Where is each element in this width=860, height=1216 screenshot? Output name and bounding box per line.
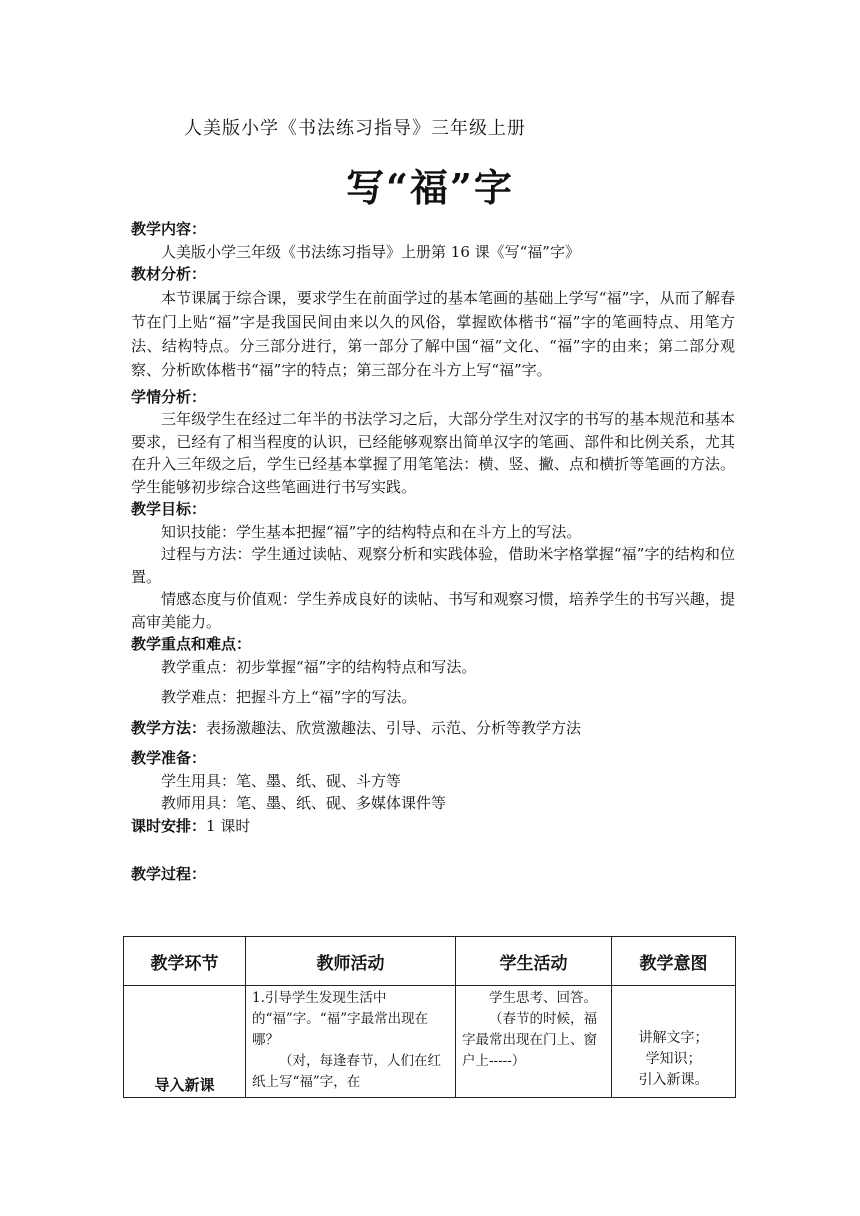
teacher-activity-main: 1.引导学生发现生活中的“福”字。“福”字最常出现在哪？ bbox=[252, 990, 429, 1048]
teaching-process-table bbox=[123, 936, 736, 1098]
stage-cell: 导入新课 bbox=[124, 986, 246, 1098]
table-header-row bbox=[124, 937, 736, 986]
student-activity-main: 学生思考、回答。 bbox=[489, 990, 597, 1006]
goal-process: 过程与方法：学生通过读帖、观察分析和实践体验，借助米字格掌握“福”字的结构和位置。 bbox=[131, 545, 735, 586]
student-activity-cell bbox=[456, 986, 612, 1098]
section-heading-content: 教学内容： bbox=[131, 220, 207, 238]
section-heading-schedule: 课时安排： bbox=[131, 816, 207, 835]
section-heading-key-points: 教学重点和难点： bbox=[131, 635, 252, 653]
document-subtitle: 人美版小学《书法练习指导》三年级上册 bbox=[184, 118, 526, 139]
schedule-text: 1 课时 bbox=[206, 816, 251, 835]
methods-text: 表扬激趣法、欣赏激趣法、引导、示范、分析等教学方法 bbox=[206, 718, 582, 737]
key-point-text: 教学重点：初步掌握“福”字的结构特点和写法。 bbox=[161, 657, 477, 676]
teacher-activity-cell bbox=[246, 986, 456, 1098]
goal-knowledge: 知识技能：学生基本把握“福”字的结构特点和在斗方上的写法。 bbox=[161, 522, 582, 541]
document-body bbox=[131, 218, 735, 886]
header-teacher-activity: 教师活动 bbox=[246, 937, 456, 986]
student-activity-sub: （春节的时候，福字最常出现在门上、窗户上-----） bbox=[462, 1011, 597, 1069]
students-text: 三年级学生在经过二年半的书法学习之后，大部分学生对汉字的书写的基本规范和基本要求，已经有了相当程度的认识，已经能够观察出简单汉字的笔画、部件和比例关系，尤其在升入三年级之后，学生已经基本掌握了用笔笔法：横、竖、撇、点和横折等笔画的方法。学生能够初步综合这些笔画进行书写实践。 bbox=[131, 410, 735, 496]
difficulty-text: 教学难点：把握斗方上“福”字的写法。 bbox=[161, 688, 417, 706]
section-heading-goals: 教学目标： bbox=[131, 500, 207, 518]
preparation-teacher: 教师用具：笔、墨、纸、砚、多媒体课件等 bbox=[161, 794, 447, 812]
preparation-student: 学生用具：笔、墨、纸、砚、斗方等 bbox=[161, 771, 402, 790]
header-intent: 教学意图 bbox=[612, 937, 736, 986]
header-student-activity: 学生活动 bbox=[456, 937, 612, 986]
content-text: 人美版小学三年级《书法练习指导》上册第 16 课《写“福”字》 bbox=[161, 242, 580, 261]
teacher-activity-sub: （对，每逢春节，人们在红纸上写“福”字，在 bbox=[252, 1053, 441, 1090]
section-heading-students: 学情分析： bbox=[131, 387, 207, 406]
intent-cell bbox=[612, 986, 736, 1098]
table-row bbox=[124, 986, 736, 1098]
material-text: 本节课属于综合课，要求学生在前面学过的基本笔画的基础上学写“福”字，从而了解春节在门上贴“福”字是我国民间由来以久的风俗，掌握欧体楷书“福”字的笔画特点、用笔方法、结构特点。分三部分进行，第一部分了解中国“福”文化、“福”字的由来；第二部分观察、分析欧体楷书“福”字的特点；第三部分在斗方上写“福”字。 bbox=[131, 288, 735, 379]
intent-line: 学知识； bbox=[645, 1051, 702, 1067]
section-heading-methods: 教学方法： bbox=[131, 718, 207, 737]
document-title: 写“福”字 bbox=[346, 165, 514, 210]
intent-line: 引入新课。 bbox=[638, 1072, 709, 1088]
schedule-line bbox=[131, 815, 735, 838]
section-heading-process: 教学过程： bbox=[131, 865, 207, 883]
goal-attitude: 情感态度与价值观：学生养成良好的读帖、书写和观察习惯，培养学生的书写兴趣，提高审美能力。 bbox=[131, 590, 735, 631]
section-heading-material: 教材分析： bbox=[131, 265, 207, 283]
section-heading-preparation: 教学准备： bbox=[131, 749, 207, 767]
header-stage: 教学环节 bbox=[124, 937, 246, 986]
intent-line: 讲解文字； bbox=[638, 1030, 709, 1046]
methods-line bbox=[131, 717, 735, 740]
